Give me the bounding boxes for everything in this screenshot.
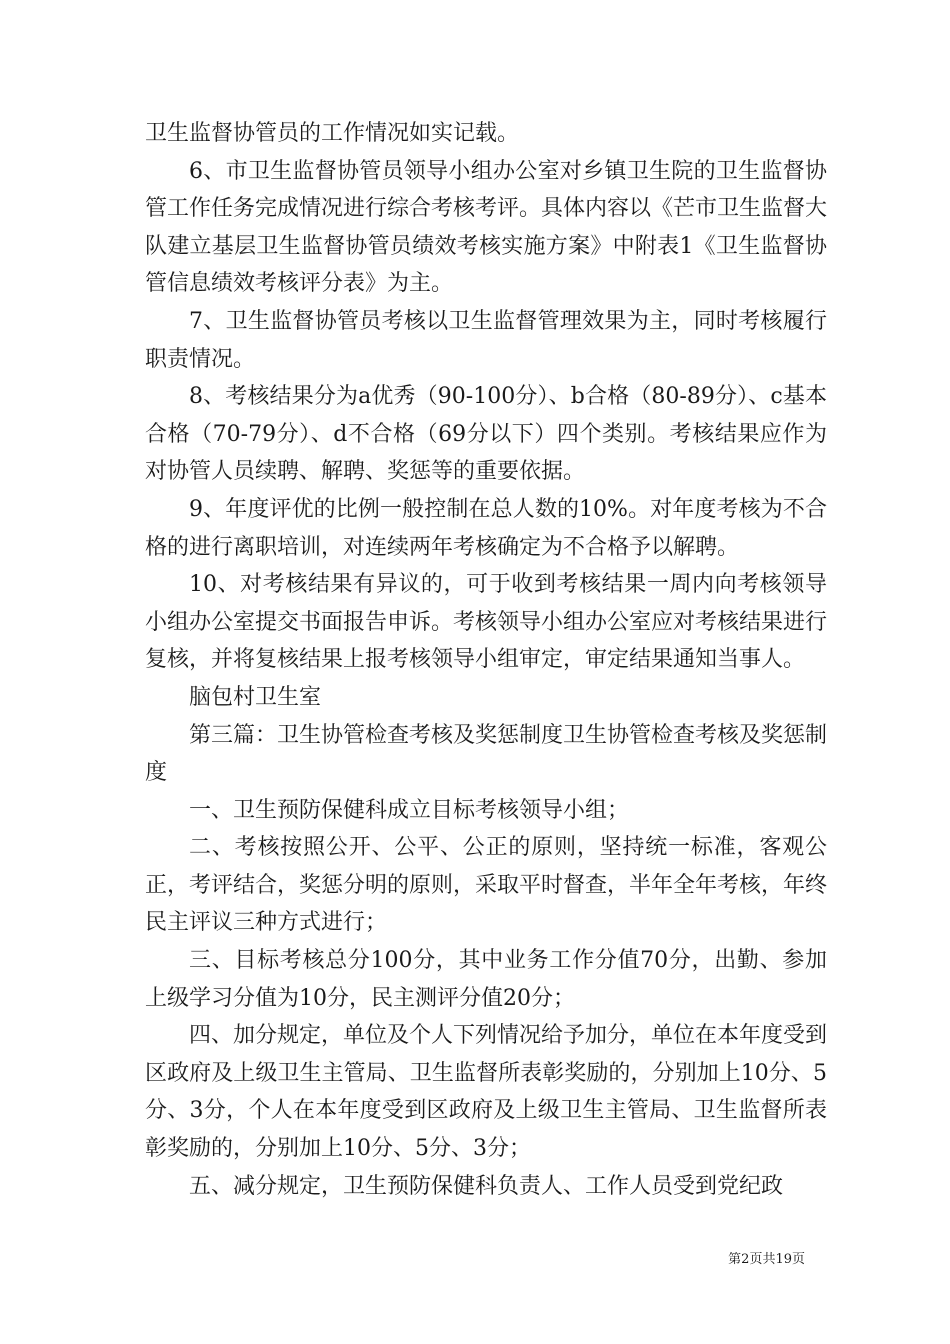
paragraph-6: 10、对考核结果有异议的，可于收到考核结果一周内向考核领导小组办公室提交书面报告申诉。考核领导小组办公室应对考核结果进行复核，并将复核结果上报考核领导小组审定，审定结果通知当事人。	[145, 572, 828, 673]
paragraph-3: 7、卫生监督协管员考核以卫生监督管理效果为主，同时考核履行职责情况。	[145, 308, 827, 372]
paragraph-11: 三、目标考核总分100分，其中业务工作分值70分，出勤、参加上级学习分值为10分，民主测评分值20分；	[145, 948, 827, 1011]
paragraph-2: 6、市卫生监督协管员领导小组办公室对乡镇卫生院的卫生监督协管工作任务完成情况进行综合考核考评。具体内容以《芒市卫生监督大队建立基层卫生监督协管员绩效考核实施方案》中附表1《卫生监督协管信息绩效考核评分表》为主。	[145, 158, 828, 297]
page-number-footer: 第2页共19页	[728, 1252, 805, 1267]
paragraph-1: 卫生监督协管员的工作情况如实记载。	[145, 121, 520, 146]
section-heading: 第三篇：卫生协管检查考核及奖惩制度卫生协管检查考核及奖惩制度	[145, 722, 828, 786]
paragraph-9: 一、卫生预防保健科成立目标考核领导小组；	[189, 797, 630, 823]
paragraph-4: 8、考核结果分为a优秀（90-100分）、b合格（80-89分）、c基本合格（70-79分）、d不合格（69分以下）四个类别。考核结果应作为对协管人员续聘、解聘、奖惩等的重要依据。	[145, 384, 827, 485]
paragraph-5: 9、年度评优的比例一般控制在总人数的10%。对年度考核为不合格的进行离职培训，对连续两年考核确定为不合格予以解聘。	[145, 496, 827, 560]
paragraph-12: 四、加分规定，单位及个人下列情况给予加分，单位在本年度受到区政府及上级卫生主管局、卫生监督所表彰奖励的，分别加上10分、5分、3分，个人在本年度受到区政府及上级卫生主管局、卫生监督所表彰奖励的，分别加上10分、5分、3分；	[145, 1023, 828, 1162]
document-body	[145, 115, 827, 1205]
paragraph-13: 五、减分规定，卫生预防保健科负责人、工作人员受到党纪政	[189, 1173, 784, 1199]
paragraph-10: 二、考核按照公开、公平、公正的原则，坚持统一标准，客观公正，考评结合，奖惩分明的原则，采取平时督查，半年全年考核，年终民主评议三种方式进行；	[145, 835, 828, 936]
paragraph-7: 脑包村卫生室	[189, 684, 322, 710]
